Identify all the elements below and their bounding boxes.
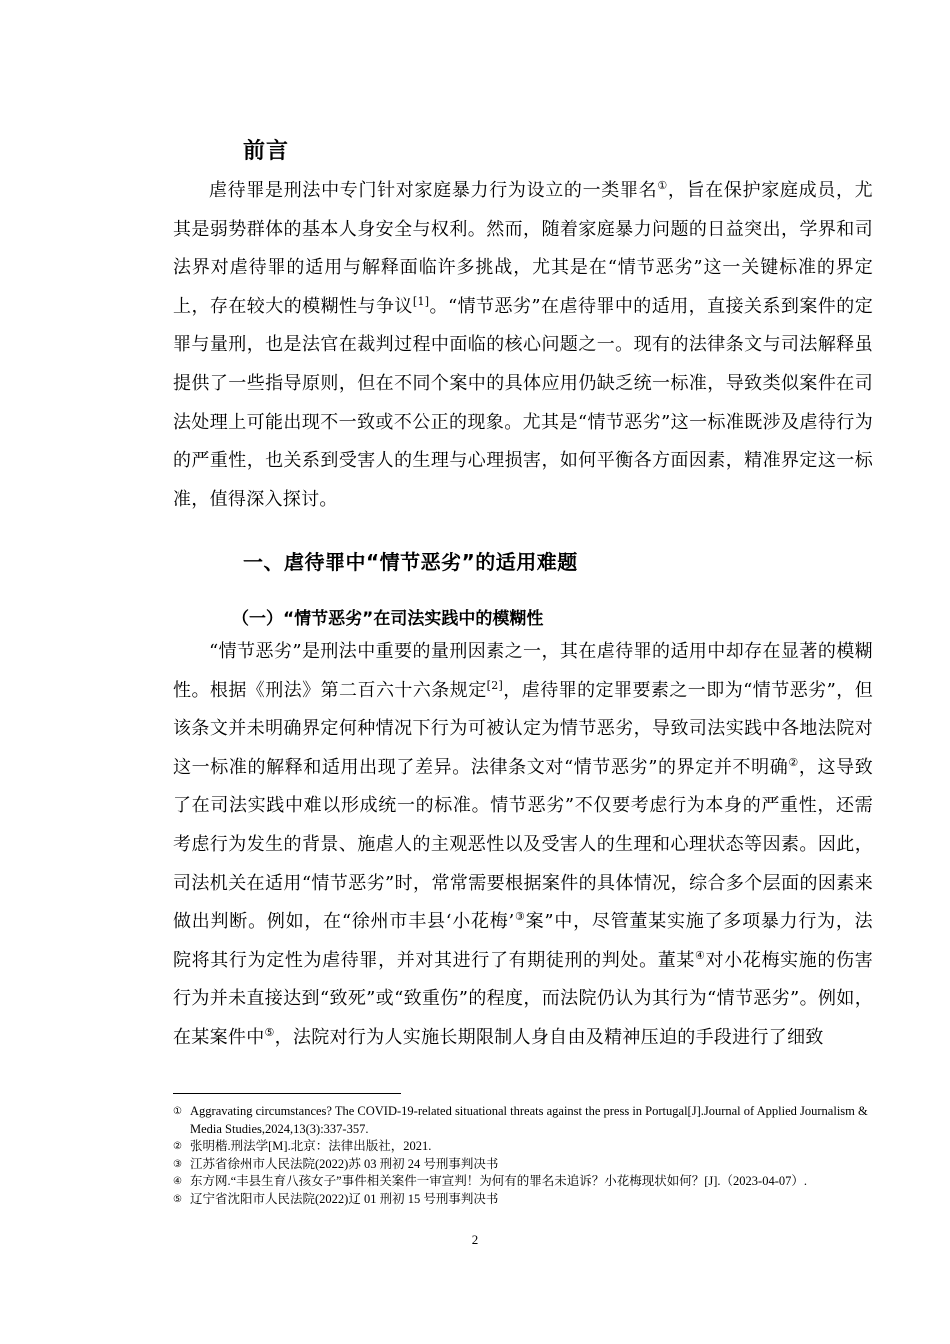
footnotes [173, 1103, 873, 1208]
citation-ref-1[interactable]: [1] [412, 294, 430, 308]
footnote-mark: ③ [173, 1158, 182, 1170]
footnote-4 [173, 1173, 873, 1191]
subsection-heading-1: （一）“情节恶劣”在司法实践中的模糊性 [232, 609, 544, 629]
text-run: ，虐待罪的定罪要素之一即为“情节恶劣”，但该条文并未明确界定何种情况下行为可被认定为情节恶劣，导致司法实践中各地法院对这一标准的解释和适用出现了差异。法律条文对“情节恶劣”的界定并不明确 [173, 679, 873, 778]
footnote-mark: ④ [173, 1176, 182, 1187]
footnote-ref-3[interactable]: ③ [514, 910, 526, 924]
footnote-ref-4[interactable]: ④ [695, 948, 706, 962]
footnote-ref-5[interactable]: ⑤ [264, 1025, 275, 1039]
footnote-text: 东方网.“丰县生育八孩女子”事件相关案件一审宣判！为何有的罪名未追诉？小花梅现状如何？[J].（2023-04-07）. [190, 1174, 807, 1188]
footnote-separator [173, 1093, 401, 1094]
footnote-mark: ② [173, 1141, 182, 1152]
footnote-mark: ① [173, 1106, 182, 1117]
citation-ref-2[interactable]: [2] [486, 678, 504, 692]
text-run: 案”中，尽管董某实施了多项暴力行为，法院将其行为定性为虐待罪，并对其进行了有期徒刑的判处。董某 [173, 911, 873, 971]
preface-paragraph [173, 172, 873, 519]
footnote-text: 江苏省徐州市人民法院(2022)苏 03 刑初 24 号刑事判决书 [190, 1156, 499, 1171]
footnote-ref-2[interactable]: ② [788, 755, 799, 769]
text-run: 对小花梅实施的伤害行为并未直接达到“致死”或“致重伤”的程度，而法院仍认为其行为“情节恶劣”。例如，在某案件中 [173, 949, 873, 1048]
section-heading-1: 一、虐待罪中“情节恶劣”的适用难题 [243, 550, 578, 574]
text-run: ，旨在保护家庭成员，尤其是弱势群体的基本人身安全与权利。然而，随着家庭暴力问题的日益突出，学界和司法界对虐待罪的适用与解释面临许多挑战，尤其是在“情节恶劣”这一关键标准的界定上，存在较大的模糊性与争议 [173, 180, 873, 317]
page-number: 2 [471, 1232, 479, 1247]
footnote-2 [173, 1138, 873, 1156]
footnote-text: 辽宁省沈阳市人民法院(2022)辽 01 刑初 15 号刑事判决书 [190, 1191, 499, 1206]
footnote-text: Aggravating circumstances? The COVID-19-related situational threats against the press in Portugal[J].Journal of Applied Journalism & Media Studies,2024,13(3):337-357. [190, 1104, 868, 1136]
footnote-3 [173, 1156, 873, 1174]
footnote-mark: ⑤ [173, 1193, 182, 1205]
body-paragraph [173, 633, 873, 1058]
footnote-1 [173, 1103, 873, 1138]
footnote-5 [173, 1191, 873, 1209]
text-run: 虐待罪是刑法中专门针对家庭暴力行为设立的一类罪名 [209, 180, 658, 201]
text-run: 。“情节恶劣”在虐待罪中的适用，直接关系到案件的定罪与量刑，也是法官在裁判过程中面临的核心问题之一。现有的法律条文与司法解释虽提供了一些指导原则，但在不同个案中的具体应用仍缺乏统一标准，导致类似案件在司法处理上可能出现不一致或不公正的现象。尤其是“情节恶劣”这一标准既涉及虐待行为的严重性，也关系到受害人的生理与心理损害，如何平衡各方面因素，精准界定这一标准，值得深入探讨。 [173, 295, 873, 510]
text-run: ，法院对行为人实施长期限制人身自由及精神压迫的手段进行了细致 [274, 1026, 824, 1048]
footnote-text: 张明楷.刑法学[M].北京：法律出版社，2021. [190, 1139, 432, 1153]
preface-heading: 前言 [243, 139, 290, 164]
text-run: ，这导致了在司法实践中难以形成统一的标准。情节恶劣”不仅要考虑行为本身的严重性，还需考虑行为发生的背景、施虐人的主观恶性以及受害人的生理和心理状态等因素。因此，司法机关在适用“情节恶劣”时，常常需要根据案件的具体情况，综合多个层面的因素来做出判断。例如，在“徐州市丰县‘小花梅’ [173, 756, 873, 933]
text-run: “情节恶劣”是刑法中重要的量刑因素之一，其在虐待罪的适用中却存在显著的模糊性。根据《刑法》第二百六十六条规定 [173, 641, 873, 701]
footnote-ref-1[interactable]: ① [657, 179, 668, 192]
